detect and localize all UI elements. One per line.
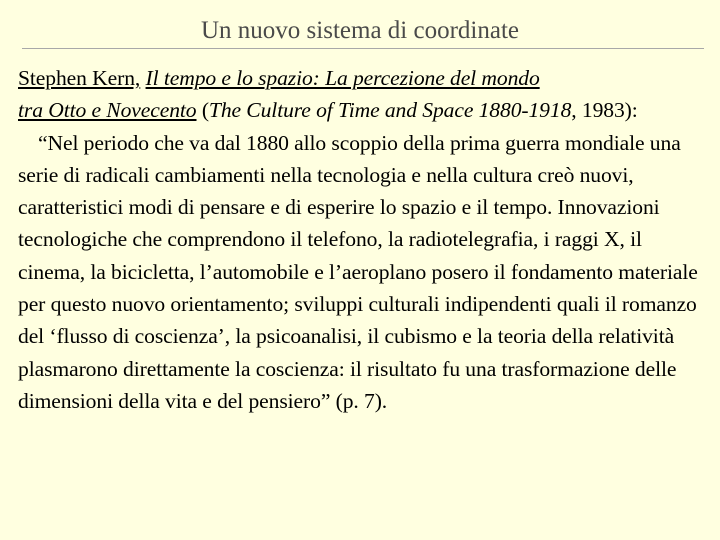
citation-title-english: The Culture of Time and Space 1880-1918 (208, 98, 572, 123)
citation-title-italian-line2: tra Otto e Novecento (18, 98, 197, 123)
quote-paragraph: “Nel periodo che va dal 1880 allo scoppio della prima guerra mondiale una serie di radicali cambiamenti nella tecnologia e nella cultura creò nuovi, caratteristici modi di pensare e di esperire lo spazio e il tempo. Innovazioni tecnologiche che comprendono il telefono, la radiotelegrafia, i raggi X, il cinema, la bicicletta, l’automobile e l’aeroplano posero il fondamento materiale per questo nuovo orientamento; sviluppi culturali indipendenti quali il romanzo del ‘flusso di coscienza’, la psicoanalisi, il cubismo e la teoria della relatività plasmarono direttamente la coscienza: il risultato fu una trasformazione delle dimensioni della vita e del pensiero” (p. 7). (18, 130, 698, 413)
citation-paren: ( (201, 98, 209, 123)
citation-title-italian-line1: Il tempo e lo spazio: La percezione del mondo (145, 66, 540, 90)
slide-body (18, 62, 714, 417)
title-divider (22, 48, 704, 49)
citation-year: , 1983): (571, 98, 638, 123)
slide-title: Un nuovo sistema di coordinate (201, 17, 519, 44)
citation-author: Stephen Kern, (18, 66, 141, 90)
